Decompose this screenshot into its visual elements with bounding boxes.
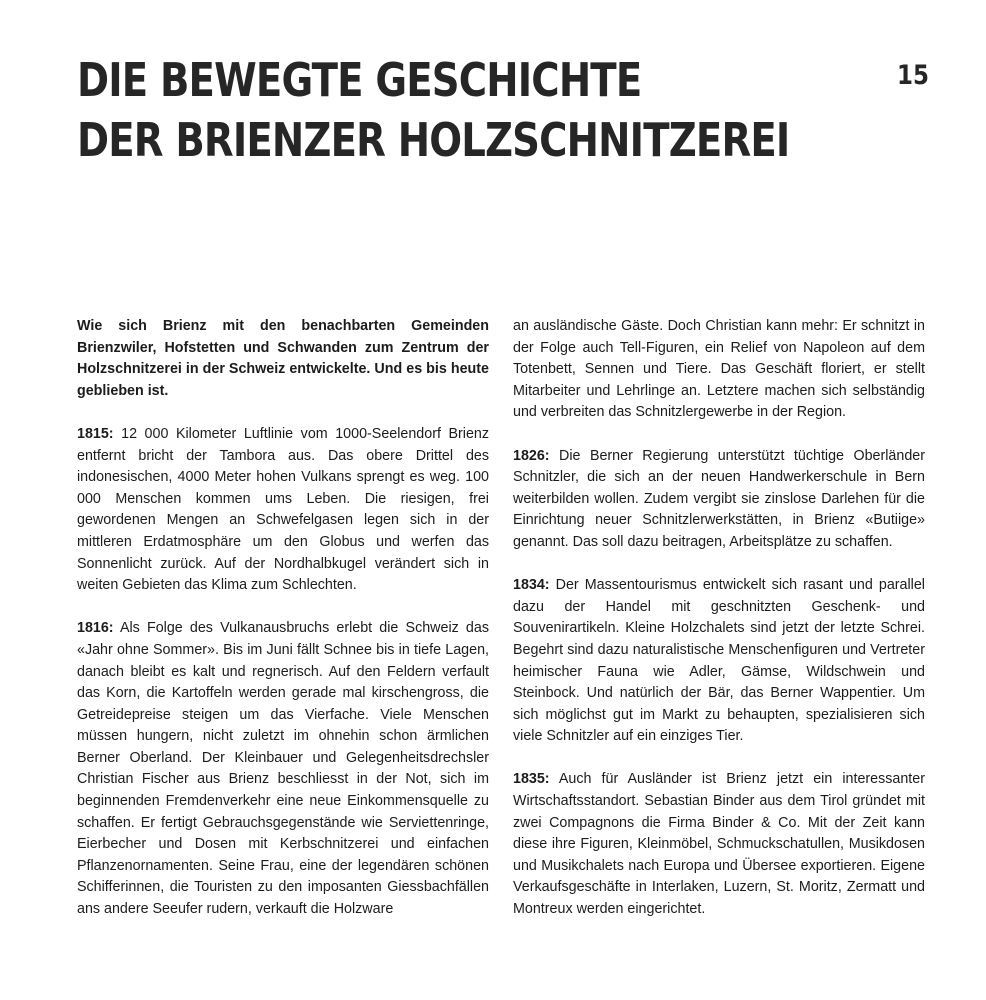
year-label: 1834: (513, 577, 550, 594)
year-label: 1816: (77, 620, 114, 637)
lead-paragraph: Wie sich Brienz mit den benachbarten Gemeinden Brienzwiler, Hofstetten und Schwanden zum Zentrum der Holzschnitzerei in der Schweiz entwickelte. Und es bis heute geblieben ist. (77, 318, 489, 399)
section-text: Als Folge des Vulkanausbruchs erlebt die Schweiz das «Jahr ohne Sommer». Bis im Juni fällt Schnee bis in tiefe Lagen, danach bleibt es kalt und regnerisch. Auf den Feldern verfault das Korn, die Kartoffeln werden gerade mal kirschengross, die Getreidepreise steigen um das Vierfache. Viele Menschen müssen hungern, nicht zuletzt im ohnehin schon ärmlichen Berner Oberland. Der Kleinbauer und Gelegenheitsdrechsler Christian Fischer aus Brienz beschliesst in der Not, sich im beginnenden Fremdenverkehr eine neue Einkommensquelle zu schaffen. Er fertigt Gebrauchsgegenstände wie Serviettenringe, Eierbecher und Dosen mit Kerbschnitzerei und einfachen Pflanzenornamenten. Seine Frau, eine der legendären schönen Schifferinnen, die Touristen zu den imposanten Giessbachfällen ans andere Seeufer rudern, verkauft die Holzware (77, 620, 489, 918)
section-text: Die Berner Regierung unterstützt tüchtige Oberländer Schnitzler, die sich an der neuen Handwerkerschule in Bern weiterbilden wollen. Zudem vergibt sie zinslose Darlehen für die Einrichtung neuer Schnitzlerwerkstätten, in Brienz «Butiige» genannt. Das soll dazu beitragen, Arbeitsplätze zu schaffen. (513, 447, 925, 550)
year-label: 1835: (513, 771, 550, 788)
section-1826 (513, 446, 925, 554)
section-1816-continued: an ausländische Gäste. Doch Christian kann mehr: Er schnitzt in der Folge auch Tell-Figuren, ein Relief von Napoleon auf dem Totenbett, Sennen und Tiere. Das Geschäft floriert, er stellt Mitarbeiter und Lehrlinge an. Letztere machen sich selbständig und verbreiten das Schnitzlergewerbe in der Region. (513, 318, 925, 421)
text-column-right (513, 316, 925, 942)
page-title (77, 50, 790, 170)
section-text: Der Massentourismus entwickelt sich rasant und parallel dazu der Handel mit geschnitzten Geschenk- und Souvenirartikeln. Kleine Holzchalets sind jetzt der letzte Schrei. Begehrt sind dazu naturalistische Menschenfiguren und Vertreter heimischer Fauna wie Adler, Gämse, Wildschwein und Steinbock. Und natürlich der Bär, das Berner Wappentier. Um sich möglichst gut im Markt zu behaupten, spezialisieren sich viele Schnitzler auf ein einziges Tier. (513, 577, 925, 745)
section-1834 (513, 575, 925, 748)
title-line-2: DER BRIENZER HOLZSCHNITZEREI (77, 113, 790, 167)
year-label: 1815: (77, 425, 114, 442)
year-label: 1826: (513, 447, 550, 464)
section-text: Auch für Ausländer ist Brienz jetzt ein interessanter Wirtschaftsstandort. Sebastian Binder aus dem Tirol gründet mit zwei Compagnons die Firma Binder & Co. Mit der Zeit kann diese ihre Figuren, Kleinmöbel, Schmuckschatullen, Musikdosen und Musikchalets nach Europa und Übersee exportieren. Eigene Verkaufsgeschäfte in Interlaken, Luzern, St. Moritz, Zermatt und Montreux werden eingerichtet. (513, 771, 925, 918)
section-1835 (513, 769, 925, 920)
page-number: 15 (897, 60, 929, 91)
title-line-1: DIE BEWEGTE GESCHICHTE (77, 53, 642, 107)
section-1816 (77, 618, 489, 920)
text-column-left (77, 316, 489, 942)
section-1815 (77, 424, 489, 597)
section-text: 12 000 Kilometer Luftlinie vom 1000-Seelendorf Brienz entfernt bricht der Tambora aus. Das obere Drittel des indonesischen, 4000 Meter hohen Vulkans sprengt es weg. 100 000 Menschen kommen ums Leben. Die riesigen, frei gewordenen Mengen an Schwefelgasen legen sich in der mittleren Erdatmosphäre um den Globus und werfen das Sonnenlicht zurück. Auf der Nordhalbkugel verändert sich in weiten Gebieten das Klima zum Schlechten. (77, 425, 489, 594)
